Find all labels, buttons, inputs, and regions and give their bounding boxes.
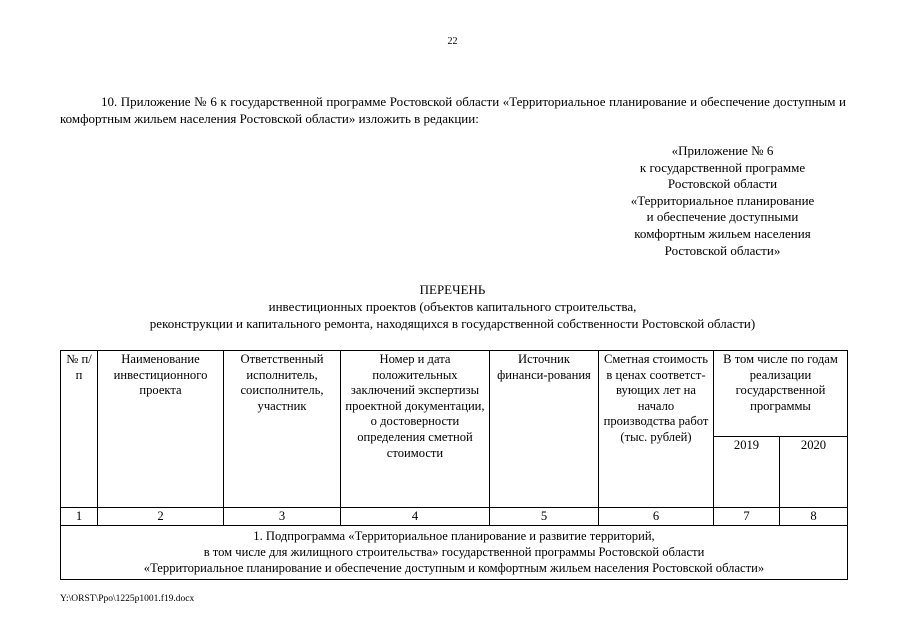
column-number: 7 bbox=[714, 508, 780, 526]
column-number: 6 bbox=[599, 508, 714, 526]
appendix-line: к государственной программе bbox=[639, 159, 806, 175]
column-number: 4 bbox=[341, 508, 490, 526]
column-numbers-row bbox=[61, 508, 848, 526]
heading-line-1: инвестиционных проектов (объектов капитального строительства, bbox=[268, 299, 637, 314]
list-heading bbox=[0, 281, 905, 332]
header-responsible: Ответственный исполнитель, соисполнитель, участник bbox=[224, 351, 341, 508]
column-number: 5 bbox=[490, 508, 599, 526]
appendix-line: и обеспечение доступными bbox=[646, 209, 799, 225]
header-year-2020: 2020 bbox=[780, 437, 848, 508]
subprogram-row bbox=[61, 526, 848, 580]
subprogram-title bbox=[61, 526, 848, 580]
heading-line-2: реконструкции и капитального ремонта, находящихся в государственной собственности Ростовской области) bbox=[149, 316, 756, 331]
column-number: 1 bbox=[61, 508, 98, 526]
header-year-2019: 2019 bbox=[714, 437, 780, 508]
column-number: 3 bbox=[224, 508, 341, 526]
header-funding-source: Источник финанси-рования bbox=[490, 351, 599, 508]
heading-title: ПЕРЕЧЕНЬ bbox=[419, 282, 486, 297]
header-num: № п/п bbox=[61, 351, 98, 508]
appendix-line: Ростовской области» bbox=[664, 242, 781, 258]
column-number: 8 bbox=[780, 508, 848, 526]
header-expertise: Номер и дата положительных заключений экспертизы проектной документации, о достоверности определения сметной стоимости bbox=[341, 351, 490, 508]
column-number: 2 bbox=[98, 508, 224, 526]
subprogram-line-2: в том числе для жилищного строительства» государственной программы Ростовской области bbox=[203, 545, 705, 559]
header-estimated-cost: Сметная стоимость в ценах соответст-вующих лет на начало производства работ (тыс. рублей) bbox=[599, 351, 714, 508]
appendix-line: «Территориальное планирование bbox=[630, 192, 815, 208]
header-years-group: В том числе по годам реализации государственной программы bbox=[714, 351, 848, 437]
file-path-footer: Y:\ORST\Ppo\1225p1001.f19.docx bbox=[60, 594, 195, 604]
appendix-caption bbox=[600, 143, 845, 259]
header-project-name: Наименование инвестиционного проекта bbox=[98, 351, 224, 508]
subprogram-line-1: 1. Подпрограмма «Территориальное планирование и развитие территорий, bbox=[253, 529, 655, 543]
appendix-line: «Приложение № 6 bbox=[671, 143, 774, 158]
page-number: 22 bbox=[447, 36, 458, 47]
appendix-line: комфортным жильем населения bbox=[634, 225, 811, 241]
projects-table bbox=[60, 350, 848, 580]
amendment-paragraph: 10. Приложение № 6 к государственной программе Ростовской области «Территориальное планирование и обеспечение доступным и комфортным жильем населения Ростовской области» изложить в редакции: bbox=[60, 94, 846, 126]
subprogram-line-3: «Территориальное планирование и обеспечение доступным и комфортным жильем населения Ростовской области» bbox=[143, 561, 765, 575]
appendix-line: Ростовской области bbox=[667, 176, 778, 192]
